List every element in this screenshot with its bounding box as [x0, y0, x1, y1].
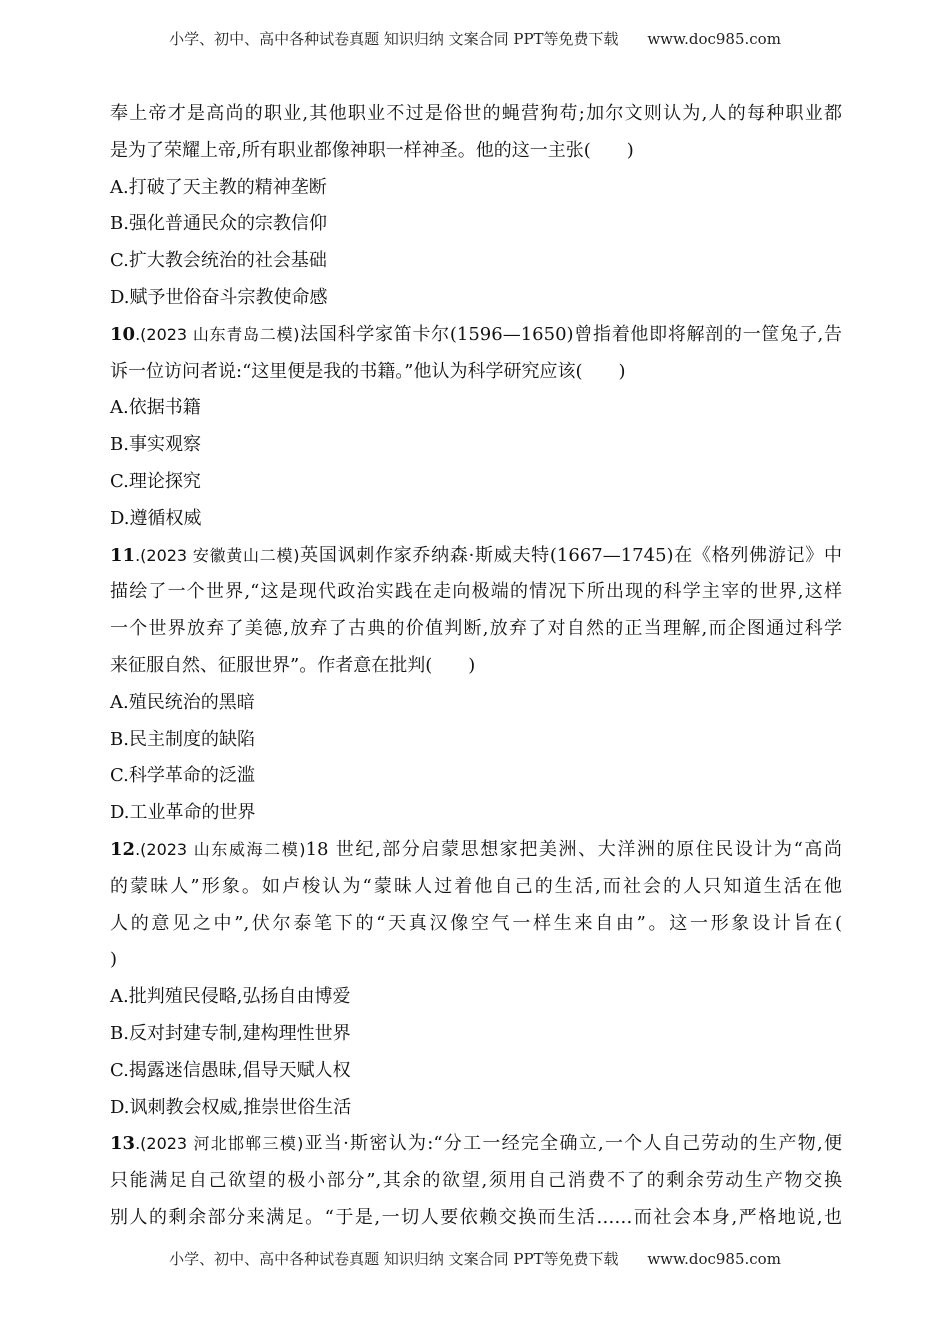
q12-text-1: 18 世纪,部分启蒙思想家把美洲、大洋洲的原住民设计为“高尚: [305, 838, 842, 860]
q9-option-a: A.打破了天主教的精神垄断: [110, 176, 327, 198]
q10-line-1: [110, 317, 842, 354]
q12-option-d: D.讽刺教会权威,推崇世俗生活: [110, 1096, 352, 1118]
q11-option-a: A.殖民统治的黑暗: [110, 691, 255, 713]
q12-line-3: 人的意见之中”,伏尔泰笔下的“天真汉像空气一样生来自由”。这一形象设计旨在(: [110, 912, 842, 934]
q9-option-c: C.扩大教会统治的社会基础: [110, 250, 327, 272]
q10-line-2: 诉一位访问者说:“这里便是我的书籍。”他认为科学研究应该( ): [110, 360, 626, 382]
q13-number: 13: [110, 1133, 136, 1155]
page-header: [0, 28, 950, 49]
document-body: [110, 96, 842, 1237]
q9-line-2: 是为了荣耀上帝,所有职业都像神职一样神圣。他的这一主张( ): [110, 139, 634, 161]
q10-option-c: C.理论探究: [110, 470, 201, 492]
q10-number: 10: [110, 323, 136, 345]
q10-text-1: 法国科学家笛卡尔(1596—1650)曾指着他即将解剖的一筐兔子,告: [299, 323, 842, 345]
q12-line-2: 的蒙昧人”形象。如卢梭认为“蒙昧人过着他自己的生活,而社会的人只知道生活在他: [110, 875, 842, 897]
q11-number: 11: [110, 544, 136, 566]
q12-option-c: C.揭露迷信愚昧,倡导天赋人权: [110, 1059, 351, 1081]
q10-option-b: B.事实观察: [110, 434, 201, 456]
q10-source: .(2023 山东青岛二模): [135, 324, 300, 344]
q11-option-b: B.民主制度的缺陷: [110, 728, 255, 750]
q12-source: .(2023 山东威海二模): [135, 839, 306, 859]
footer-url[interactable]: www.doc985.com: [647, 1250, 781, 1268]
footer-text: 小学、初中、高中各种试卷真题 知识归纳 文案合同 PPT等免费下载: [169, 1250, 619, 1268]
page-footer: [0, 1248, 950, 1269]
q9-line-1: 奉上帝才是高尚的职业,其他职业不过是俗世的蝇营狗苟;加尔文则认为,人的每种职业都: [110, 103, 842, 124]
header-url[interactable]: www.doc985.com: [647, 30, 781, 48]
q12-line-1: [110, 832, 842, 869]
q13-line-3: 别人的剩余部分来满足。“于是,一切人要依赖交换而生活……而社会本身,严格地说,也: [110, 1206, 842, 1228]
q11-line-3: 一个世界放弃了美德,放弃了古典的价值判断,放弃了对自然的正当理解,而企图通过科学: [110, 618, 842, 640]
q12-option-a: A.批判殖民侵略,弘扬自由博爱: [110, 986, 351, 1008]
q13-line-1: [110, 1126, 842, 1163]
q12-line-4: ): [110, 949, 118, 971]
q11-option-c: C.科学革命的泛滥: [110, 765, 255, 787]
q11-source: .(2023 安徽黄山二模): [135, 545, 300, 565]
q13-source: .(2023 河北邯郸三模): [135, 1134, 304, 1154]
header-text: 小学、初中、高中各种试卷真题 知识归纳 文案合同 PPT等免费下载: [169, 30, 619, 48]
q11-option-d: D.工业革命的世界: [110, 802, 256, 824]
q11-line-1: [110, 538, 842, 575]
q9-option-b: B.强化普通民众的宗教信仰: [110, 213, 327, 235]
q11-line-4: 来征服自然、征服世界”。作者意在批判( ): [110, 654, 476, 676]
q13-line-2: 只能满足自己欲望的极小部分”,其余的欲望,须用自己消费不了的剩余劳动生产物交换: [110, 1170, 842, 1192]
q11-line-2: 描绘了一个世界,“这是现代政治实践在走向极端的情况下所出现的科学主宰的世界,这样: [110, 581, 842, 603]
q10-option-a: A.依据书籍: [110, 397, 201, 419]
q9-option-d: D.赋予世俗奋斗宗教使命感: [110, 286, 328, 308]
q10-option-d: D.遵循权威: [110, 507, 202, 529]
q12-number: 12: [110, 838, 136, 860]
q13-text-1: 亚当·斯密认为:“分工一经完全确立,一个人自己劳动的生产物,便: [303, 1133, 842, 1155]
q11-text-1: 英国讽刺作家乔纳森·斯威夫特(1667—1745)在《格列佛游记》中: [299, 544, 842, 566]
q12-option-b: B.反对封建专制,建构理性世界: [110, 1022, 351, 1044]
